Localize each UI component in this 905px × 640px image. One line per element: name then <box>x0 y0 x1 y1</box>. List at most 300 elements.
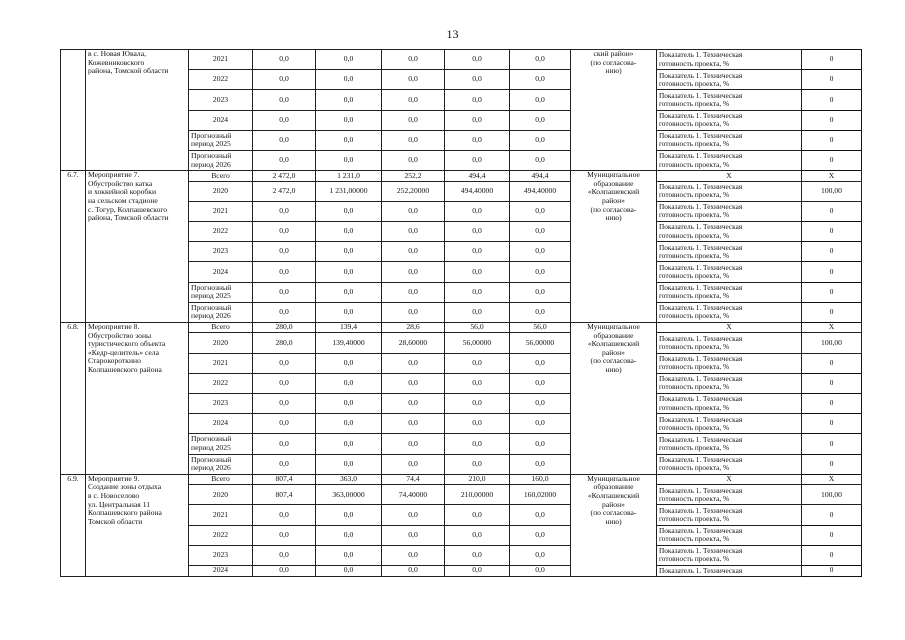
indicator-line-2: готовность проекта, % <box>659 250 730 260</box>
indicator-cell <box>657 201 802 221</box>
amount-cell: 0,0 <box>445 414 510 434</box>
indicator-line-2: готовность проекта, % <box>659 291 730 301</box>
amount-cell: 0,0 <box>445 70 510 90</box>
amount-cell: 0,0 <box>510 110 571 130</box>
amount-cell: 0,0 <box>445 222 510 242</box>
amount-cell: 0,0 <box>382 414 445 434</box>
amount-cell: 74,40000 <box>382 485 445 505</box>
period-cell: 2023 <box>189 394 253 414</box>
indicator-cell <box>657 353 802 373</box>
period-cell: Всего <box>189 171 253 182</box>
indicator-cell <box>657 130 802 150</box>
indicator-line-1: Показатель 1. Техническая <box>659 546 743 556</box>
amount-cell: 0,0 <box>253 262 316 282</box>
amount-cell: 0,0 <box>253 566 316 577</box>
indicator-cell <box>657 50 802 70</box>
amount-cell: 0,0 <box>445 50 510 70</box>
indicator-line-1: Показатель 1. Техническая <box>659 505 743 515</box>
amount-cell: 0,0 <box>253 70 316 90</box>
amount-cell: 0,0 <box>316 545 382 565</box>
responsible-line: «Колпашевский <box>587 490 640 500</box>
activity-name-line: Мероприятие 9. <box>88 474 140 483</box>
period-cell: 2021 <box>189 353 253 373</box>
amount-cell: 494,4 <box>510 171 571 182</box>
amount-cell: 280,0 <box>253 333 316 353</box>
indicator-line-1: Показатель 1. Техническая <box>659 222 743 232</box>
target-value-cell: 0 <box>802 434 862 454</box>
indicator-line-1: Показатель 1. Техническая <box>659 354 743 364</box>
indicator-cell <box>657 282 802 302</box>
target-value-cell: 0 <box>802 525 862 545</box>
row-number-cell <box>61 50 86 171</box>
amount-cell: 28,60000 <box>382 333 445 353</box>
amount-cell: 0,0 <box>510 262 571 282</box>
period-cell: 2022 <box>189 373 253 393</box>
activity-name-line: ул. Центральная 11 <box>88 499 151 509</box>
target-value-cell: 0 <box>802 353 862 373</box>
amount-cell: 28,6 <box>382 322 445 333</box>
indicator-cell <box>657 545 802 565</box>
amount-cell: 0,0 <box>253 394 316 414</box>
responsible-line: Муниципальное <box>587 170 640 180</box>
indicator-line-1: Показатель 1. Техническая <box>659 394 743 404</box>
indicator-line-2: готовность проекта, % <box>659 514 730 524</box>
period-cell: 2020 <box>189 181 253 201</box>
amount-cell: 74,4 <box>382 474 445 485</box>
amount-cell: 0,0 <box>253 130 316 150</box>
target-value-cell: Х <box>802 474 862 485</box>
table-row <box>61 322 862 333</box>
amount-cell: 0,0 <box>510 373 571 393</box>
target-value-cell: 0 <box>802 50 862 70</box>
amount-cell: 0,0 <box>316 150 382 170</box>
amount-cell: 0,0 <box>382 90 445 110</box>
responsible-cell <box>571 171 657 323</box>
indicator-cell <box>657 485 802 505</box>
period-label: Прогнозный <box>191 454 232 464</box>
amount-cell: 0,0 <box>316 414 382 434</box>
target-value-cell: 0 <box>802 262 862 282</box>
period-label: Прогнозный <box>191 302 232 312</box>
responsible-line: ский район» <box>593 49 634 58</box>
program-activities-table <box>60 49 862 577</box>
target-value-cell: Х <box>802 171 862 182</box>
target-value-cell: 0 <box>802 110 862 130</box>
amount-cell: 0,0 <box>382 434 445 454</box>
indicator-cell <box>657 454 802 474</box>
amount-cell: 0,0 <box>382 545 445 565</box>
target-value-cell: 0 <box>802 282 862 302</box>
period-label-year: период 2025 <box>191 291 231 301</box>
amount-cell: 0,0 <box>445 262 510 282</box>
amount-cell: 0,0 <box>382 222 445 242</box>
period-cell <box>189 150 253 170</box>
amount-cell: 139,40000 <box>316 333 382 353</box>
target-value-cell: 0 <box>802 505 862 525</box>
amount-cell: 0,0 <box>510 566 571 577</box>
indicator-cell <box>657 505 802 525</box>
amount-cell: 0,0 <box>445 434 510 454</box>
indicator-line-2: готовность проекта, % <box>659 190 730 200</box>
target-value-cell: 0 <box>802 454 862 474</box>
period-label: Прогнозный <box>191 282 232 292</box>
indicator-line-2: готовность проекта, % <box>659 402 730 412</box>
indicator-cell: Х <box>657 474 802 485</box>
amount-cell: 0,0 <box>445 110 510 130</box>
activity-name-line: с. Тогур, Колпашевского <box>88 204 168 214</box>
amount-cell: 56,0 <box>510 322 571 333</box>
amount-cell: 494,40000 <box>445 181 510 201</box>
indicator-cell <box>657 394 802 414</box>
amount-cell: 0,0 <box>316 70 382 90</box>
amount-cell: 0,0 <box>253 50 316 70</box>
amount-cell: 0,0 <box>445 566 510 577</box>
amount-cell: 0,0 <box>382 70 445 90</box>
amount-cell: 0,0 <box>253 525 316 545</box>
amount-cell: 56,00000 <box>445 333 510 353</box>
amount-cell: 2 472,0 <box>253 181 316 201</box>
activity-name-line: Колпашевского района <box>88 364 162 374</box>
indicator-cell <box>657 242 802 262</box>
amount-cell: 0,0 <box>316 394 382 414</box>
activity-name-line: в с. Новая Ювала, <box>88 49 146 58</box>
amount-cell: 0,0 <box>382 302 445 322</box>
amount-cell: 0,0 <box>445 353 510 373</box>
period-cell: Всего <box>189 474 253 485</box>
amount-cell: 363,00000 <box>316 485 382 505</box>
amount-cell: 0,0 <box>445 302 510 322</box>
responsible-line: Муниципальное <box>587 474 640 483</box>
indicator-line-1: Показатель 1. Техническая <box>659 242 743 252</box>
amount-cell: 0,0 <box>316 353 382 373</box>
period-cell: 2021 <box>189 50 253 70</box>
amount-cell: 280,0 <box>253 322 316 333</box>
amount-cell: 0,0 <box>510 90 571 110</box>
amount-cell: 807,4 <box>253 485 316 505</box>
amount-cell: 0,0 <box>510 454 571 474</box>
period-cell: 2020 <box>189 333 253 353</box>
activity-name-line: Старокороткино <box>88 356 141 366</box>
indicator-cell <box>657 414 802 434</box>
indicator-line-1: Показатель 1. Техническая <box>659 50 743 60</box>
period-cell: 2024 <box>189 566 253 577</box>
indicator-line-2: готовность проекта, % <box>659 362 730 372</box>
amount-cell: 0,0 <box>510 242 571 262</box>
period-cell: 2024 <box>189 414 253 434</box>
indicator-cell <box>657 525 802 545</box>
indicator-line-2: готовность проекта, % <box>659 78 730 88</box>
amount-cell: 494,4 <box>445 171 510 182</box>
period-cell: Всего <box>189 322 253 333</box>
amount-cell: 0,0 <box>253 282 316 302</box>
amount-cell: 0,0 <box>382 353 445 373</box>
activity-name-line: туристического объекта <box>88 339 166 349</box>
indicator-line-2: готовность проекта, % <box>659 230 730 240</box>
period-label: Прогнозный <box>191 130 232 140</box>
row-number-cell: 6.8. <box>61 322 86 474</box>
indicator-line-2: готовность проекта, % <box>659 382 730 392</box>
indicator-cell <box>657 373 802 393</box>
amount-cell: 210,00000 <box>445 485 510 505</box>
period-cell: 2022 <box>189 525 253 545</box>
indicator-cell <box>657 222 802 242</box>
amount-cell: 0,0 <box>382 130 445 150</box>
period-label: Прогнозный <box>191 150 232 160</box>
amount-cell: 252,20000 <box>382 181 445 201</box>
amount-cell: 0,0 <box>316 302 382 322</box>
amount-cell: 0,0 <box>510 505 571 525</box>
amount-cell: 252,2 <box>382 171 445 182</box>
amount-cell: 363,0 <box>316 474 382 485</box>
activity-name-line: Мероприятие 7. <box>88 170 140 180</box>
indicator-line-1: Показатель 1. Техническая <box>659 434 743 444</box>
activity-name-cell <box>86 322 189 474</box>
amount-cell: 0,0 <box>316 434 382 454</box>
amount-cell: 139,4 <box>316 322 382 333</box>
period-cell <box>189 282 253 302</box>
activity-name-line: Создание зоны отдыха <box>88 482 162 492</box>
amount-cell: 0,0 <box>253 150 316 170</box>
indicator-line-1: Показатель 1. Техническая <box>659 303 743 313</box>
indicator-line-2: готовность проекта, % <box>659 422 730 432</box>
activity-name-line: Кожевниковского <box>88 57 145 67</box>
indicator-line-1: Показатель 1. Техническая <box>659 131 743 141</box>
indicator-line-1: Показатель 1. Техническая <box>659 414 743 424</box>
amount-cell: 0,0 <box>316 262 382 282</box>
indicator-cell <box>657 262 802 282</box>
row-number-cell: 6.7. <box>61 171 86 323</box>
responsible-cell <box>571 50 657 171</box>
amount-cell: 0,0 <box>510 353 571 373</box>
indicator-line-1: Показатель 1. Техническая <box>659 526 743 536</box>
amount-cell: 0,0 <box>445 545 510 565</box>
table-row <box>61 171 862 182</box>
period-cell: 2024 <box>189 110 253 130</box>
indicator-line-2: готовность проекта, % <box>659 311 730 321</box>
amount-cell: 0,0 <box>445 394 510 414</box>
amount-cell: 0,0 <box>445 242 510 262</box>
activity-name-line: Колпашевского района <box>88 508 162 518</box>
target-value-cell: 0 <box>802 566 862 577</box>
amount-cell: 0,0 <box>253 505 316 525</box>
amount-cell: 0,0 <box>510 222 571 242</box>
amount-cell: 0,0 <box>253 90 316 110</box>
responsible-line: нию) <box>605 364 622 374</box>
responsible-cell <box>571 322 657 474</box>
period-cell: 2022 <box>189 70 253 90</box>
activity-name-cell <box>86 474 189 576</box>
indicator-cell: Показатель 1. Техническая <box>657 566 802 577</box>
indicator-cell <box>657 302 802 322</box>
target-value-cell: Х <box>802 322 862 333</box>
indicator-line-2: готовность проекта, % <box>659 98 730 108</box>
amount-cell: 0,0 <box>316 373 382 393</box>
target-value-cell: 0 <box>802 394 862 414</box>
amount-cell: 494,40000 <box>510 181 571 201</box>
indicator-cell <box>657 150 802 170</box>
indicator-cell <box>657 434 802 454</box>
amount-cell: 0,0 <box>382 50 445 70</box>
activity-name-line: и хоккейной коробки <box>88 187 157 197</box>
amount-cell: 0,0 <box>510 50 571 70</box>
amount-cell: 0,0 <box>445 505 510 525</box>
amount-cell: 0,0 <box>382 566 445 577</box>
amount-cell: 160,02000 <box>510 485 571 505</box>
responsible-line: образование <box>593 482 634 492</box>
responsible-line: (по согласова- <box>590 508 637 518</box>
amount-cell: 0,0 <box>445 454 510 474</box>
target-value-cell: 0 <box>802 70 862 90</box>
period-cell: 2020 <box>189 485 253 505</box>
amount-cell: 0,0 <box>382 454 445 474</box>
amount-cell: 0,0 <box>445 525 510 545</box>
indicator-cell <box>657 333 802 353</box>
amount-cell: 0,0 <box>510 130 571 150</box>
indicator-line-1: Показатель 1. Техническая <box>659 151 743 161</box>
period-label-year: период 2026 <box>191 311 231 321</box>
target-value-cell: 0 <box>802 222 862 242</box>
indicator-cell <box>657 70 802 90</box>
period-label-year: период 2026 <box>191 159 231 169</box>
target-value-cell: 0 <box>802 302 862 322</box>
amount-cell: 0,0 <box>382 242 445 262</box>
indicator-line-2: готовность проекта, % <box>659 159 730 169</box>
period-cell: 2023 <box>189 242 253 262</box>
amount-cell: 0,0 <box>253 242 316 262</box>
amount-cell: 56,0 <box>445 322 510 333</box>
period-cell: 2021 <box>189 201 253 221</box>
indicator-cell: Х <box>657 322 802 333</box>
amount-cell: 0,0 <box>382 373 445 393</box>
indicator-line-1: Показатель 1. Техническая <box>659 333 743 343</box>
amount-cell: 0,0 <box>510 201 571 221</box>
responsible-line: нию) <box>605 516 622 526</box>
activity-name-line: района, Томской области <box>88 66 169 76</box>
indicator-cell <box>657 110 802 130</box>
amount-cell: 0,0 <box>510 434 571 454</box>
responsible-line: нию) <box>605 213 622 223</box>
indicator-line-1: Показатель 1. Техническая <box>659 182 743 192</box>
amount-cell: 0,0 <box>316 130 382 150</box>
indicator-line-2: готовность проекта, % <box>659 554 730 564</box>
responsible-cell <box>571 474 657 576</box>
indicator-line-1: Показатель 1. Техническая <box>659 485 743 495</box>
amount-cell: 0,0 <box>253 302 316 322</box>
activity-name-line: района, Томской области <box>88 213 169 223</box>
amount-cell: 1 231,00000 <box>316 181 382 201</box>
indicator-line-1: Показатель 1. Техническая <box>659 202 743 212</box>
indicator-line-2: готовность проекта, % <box>659 442 730 452</box>
amount-cell: 0,0 <box>382 525 445 545</box>
responsible-line: Муниципальное <box>587 322 640 331</box>
activity-name-line: Обустройство катка <box>88 178 153 188</box>
indicator-line-1: Показатель 1. Техническая <box>659 90 743 100</box>
period-label: Прогнозный <box>191 434 232 444</box>
indicator-line-2: готовность проекта, % <box>659 139 730 149</box>
responsible-line: образование <box>593 178 634 188</box>
page-number: 13 <box>446 27 459 41</box>
amount-cell: 0,0 <box>445 130 510 150</box>
period-label-year: период 2025 <box>191 442 231 452</box>
target-value-cell: 0 <box>802 90 862 110</box>
indicator-line-1: Показатель 1. Техническая <box>659 70 743 80</box>
period-label-year: период 2025 <box>191 139 231 149</box>
responsible-line: (по согласова- <box>590 356 637 366</box>
period-cell: 2022 <box>189 222 253 242</box>
amount-cell: 0,0 <box>316 201 382 221</box>
amount-cell: 0,0 <box>510 282 571 302</box>
amount-cell: 0,0 <box>316 505 382 525</box>
activity-name-line: Томской области <box>88 516 143 526</box>
indicator-line-2: готовность проекта, % <box>659 463 730 473</box>
indicator-line-1: Показатель 1. Техническая <box>659 374 743 384</box>
amount-cell: 0,0 <box>510 394 571 414</box>
amount-cell: 0,0 <box>253 373 316 393</box>
period-cell: 2023 <box>189 90 253 110</box>
amount-cell: 0,0 <box>316 282 382 302</box>
activity-name-line: Обустройство зоны <box>88 330 152 340</box>
amount-cell: 210,0 <box>445 474 510 485</box>
target-value-cell: 100,00 <box>802 485 862 505</box>
amount-cell: 0,0 <box>510 150 571 170</box>
table-row <box>61 50 862 70</box>
period-cell <box>189 454 253 474</box>
indicator-cell <box>657 181 802 201</box>
amount-cell: 56,00000 <box>510 333 571 353</box>
row-number-cell: 6.9. <box>61 474 86 576</box>
amount-cell: 0,0 <box>253 110 316 130</box>
amount-cell: 0,0 <box>316 525 382 545</box>
amount-cell: 0,0 <box>445 90 510 110</box>
indicator-line-1: Показатель 1. Техническая <box>659 262 743 272</box>
amount-cell: 0,0 <box>382 394 445 414</box>
indicator-line-2: готовность проекта, % <box>659 342 730 352</box>
period-cell: 2023 <box>189 545 253 565</box>
responsible-line: «Колпашевский <box>587 187 640 197</box>
amount-cell: 0,0 <box>382 150 445 170</box>
indicator-line-2: готовность проекта, % <box>659 210 730 220</box>
indicator-cell <box>657 90 802 110</box>
activity-name-line: на сельском стадионе <box>88 195 158 205</box>
amount-cell: 0,0 <box>253 414 316 434</box>
indicator-line-2: готовность проекта, % <box>659 270 730 280</box>
indicator-cell: Х <box>657 171 802 182</box>
amount-cell: 0,0 <box>316 454 382 474</box>
amount-cell: 0,0 <box>510 545 571 565</box>
amount-cell: 0,0 <box>253 454 316 474</box>
amount-cell: 0,0 <box>316 90 382 110</box>
amount-cell: 0,0 <box>316 110 382 130</box>
amount-cell: 0,0 <box>253 353 316 373</box>
target-value-cell: 100,00 <box>802 333 862 353</box>
target-value-cell: 0 <box>802 373 862 393</box>
activity-name-cell <box>86 171 189 323</box>
activity-name-line: «Кедр-целитель» села <box>88 347 159 357</box>
target-value-cell: 0 <box>802 414 862 434</box>
activity-name-line: в с. Новоселово <box>88 490 140 500</box>
amount-cell: 0,0 <box>445 373 510 393</box>
amount-cell: 0,0 <box>382 505 445 525</box>
indicator-line-2: готовность проекта, % <box>659 534 730 544</box>
amount-cell: 0,0 <box>510 70 571 90</box>
period-cell <box>189 130 253 150</box>
period-cell <box>189 302 253 322</box>
target-value-cell: 0 <box>802 545 862 565</box>
amount-cell: 0,0 <box>253 545 316 565</box>
amount-cell: 0,0 <box>316 50 382 70</box>
responsible-line: район» <box>602 347 625 357</box>
responsible-line: район» <box>602 195 625 205</box>
